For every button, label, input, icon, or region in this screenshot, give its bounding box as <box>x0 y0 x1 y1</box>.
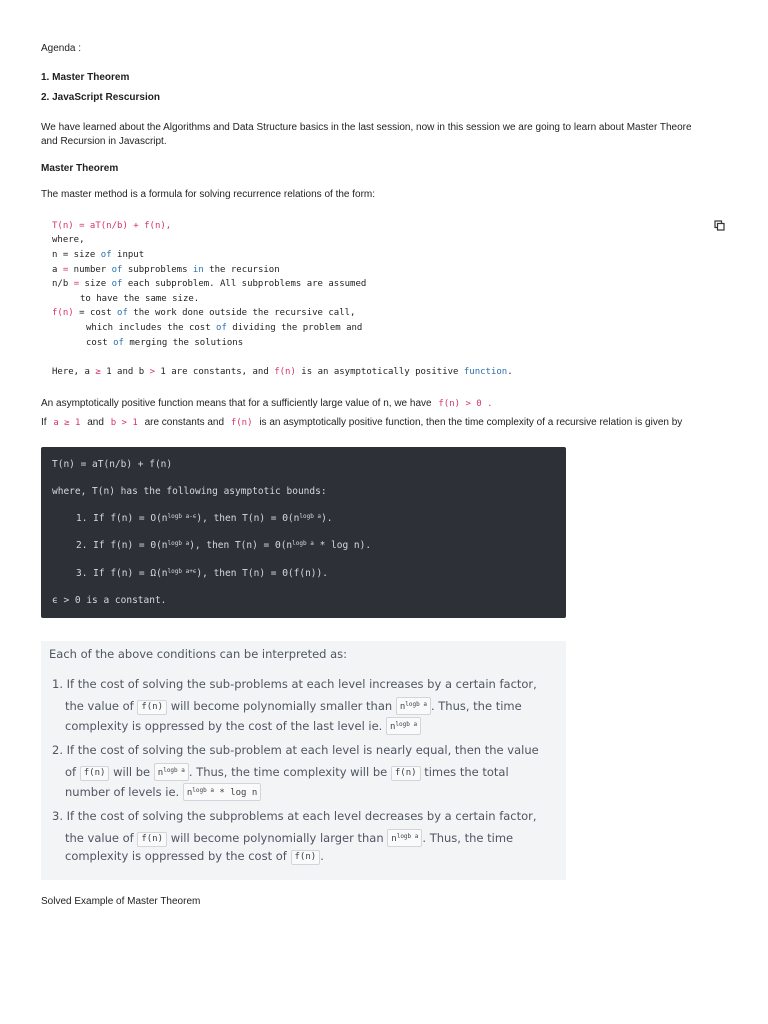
agenda-label: Agenda : <box>41 43 82 54</box>
asymptotic-text: An asymptotically positive function means that for a sufficiently large value of n, we have <box>41 398 432 409</box>
master-description: The master method is a formula for solving recurrence relations of the form: <box>41 189 376 200</box>
agenda-item-1: 1. Master Theorem <box>41 72 130 83</box>
chip-nlogba-logn: $n^{logb a}$ * log n <box>183 783 261 801</box>
note-item-3-line-2: the value of f(n) will become polynomially larger than $n^{logb a}$ . Thus, the time <box>65 831 514 845</box>
if-text-3: are constants and <box>144 417 225 428</box>
note-item-2-line-2: of f(n) will be $n^{logb a}$ . Thus, the time complexity will be f(n) times the total <box>65 765 509 779</box>
intro-line-2: and Recursion in Javascript. <box>41 136 167 147</box>
agenda-item-2: 2. JavaScript Rescursion <box>41 92 160 103</box>
chip-nlogba: $n^{logb a}$ <box>386 717 421 735</box>
code-line-9: cost of merging the solutions <box>86 338 244 348</box>
copy-icon[interactable] <box>714 220 725 231</box>
dark-line-2: where, T(n) has the following asymptotic bounds: <box>52 486 327 497</box>
case-3: 3. If $f(n) = \Omega(n^{logb a+\epsilon})$, then T(n) = Θ(f(n)). <box>76 568 328 579</box>
note-item-1-line-3: complexity is oppressed by the cost of the last level ie. $n^{logb a}$ <box>65 717 421 735</box>
chip-fn: f(n) <box>80 766 110 781</box>
case-2: 2. If $f(n) = \Theta(n^{logb a})$, then $T(n) = \Theta(n^{logb a} * \log n)$. <box>76 540 372 551</box>
code-line-6: to have the same size. <box>80 294 200 304</box>
chip-fn: f(n) <box>391 766 421 781</box>
chip-nlogba: $n^{logb a}$ <box>396 697 431 715</box>
if-text-4: is an asymptotically positive function, then the time complexity of a recursive relation is given by <box>259 417 683 428</box>
if-code-1: a ≥ 1 <box>53 418 81 428</box>
note-item-3-line-3: complexity is oppressed by the cost of f(n) . <box>65 849 324 863</box>
note-item-3-line-1: 3. If the cost of solving the subproblems at each level decreases by a certain factor, <box>52 809 537 823</box>
dark-line-1: T(n) = aT(n/b) + f(n) <box>52 459 173 470</box>
epsilon-note: ϵ > 0 is a constant. <box>52 595 167 606</box>
note-item-2-line-1: 2. If the cost of solving the sub-problem at each level is nearly equal, then the value <box>52 743 539 757</box>
case-1: 1. If $f(n) = O(n^{logb a-\epsilon})$, then $T(n) = \Theta(n^{logb a})$. <box>76 513 333 524</box>
note-title: Each of the above conditions can be interpreted as: <box>49 647 348 661</box>
asymptotic-line <box>41 398 493 409</box>
code-line-7: f(n) = cost of the work done outside the recursive call, <box>52 308 356 318</box>
note-item-1-line-1: 1. If the cost of solving the sub-problems at each level increases by a certain factor, <box>52 677 537 691</box>
code-line-5: n/b = size of each subproblem. All subproblems are assumed <box>52 279 367 289</box>
chip-fn: f(n) <box>291 850 321 865</box>
if-code-3: f(n) <box>230 418 253 428</box>
interpretation-note <box>41 641 566 880</box>
code-here-line: Here, a ≥ 1 and b > 1 are constants, and f(n) is an asymptotically positive function. <box>52 367 513 377</box>
section-heading: Master Theorem <box>41 163 119 174</box>
chip-nlogba: $n^{logb a}$ <box>387 829 422 847</box>
if-text-2: and <box>87 417 104 428</box>
note-item-1-line-2: the value of f(n) will become polynomially smaller than $n^{logb a}$ . Thus, the time <box>65 699 522 713</box>
solved-example-heading: Solved Example of Master Theorem <box>41 896 201 907</box>
code-line-3: n = size of input <box>52 250 145 260</box>
asymptotic-code: f(n) > 0 . <box>438 399 493 409</box>
code-line-8: which includes the cost of dividing the problem and <box>86 323 363 333</box>
code-line-2: where, <box>52 235 85 245</box>
if-text-1: If <box>41 417 47 428</box>
note-item-2-line-3: number of levels ie. $n^{logb a}$ * log n <box>65 783 261 801</box>
chip-fn: f(n) <box>137 700 167 715</box>
if-code-2: b > 1 <box>110 418 138 428</box>
asymptotic-bounds-code-block <box>41 447 566 618</box>
code-line-1: T(n) = aT(n/b) + f(n), <box>52 221 172 231</box>
intro-line-1: We have learned about the Algorithms and Data Structure basics in the last session, now in this session we are going to learn about Master Theore <box>41 122 692 133</box>
if-line <box>41 417 682 428</box>
chip-nlogba: $n^{logb a}$ <box>154 763 189 781</box>
chip-fn: f(n) <box>137 832 167 847</box>
code-line-4: a = number of subproblems in the recursion <box>52 265 280 275</box>
